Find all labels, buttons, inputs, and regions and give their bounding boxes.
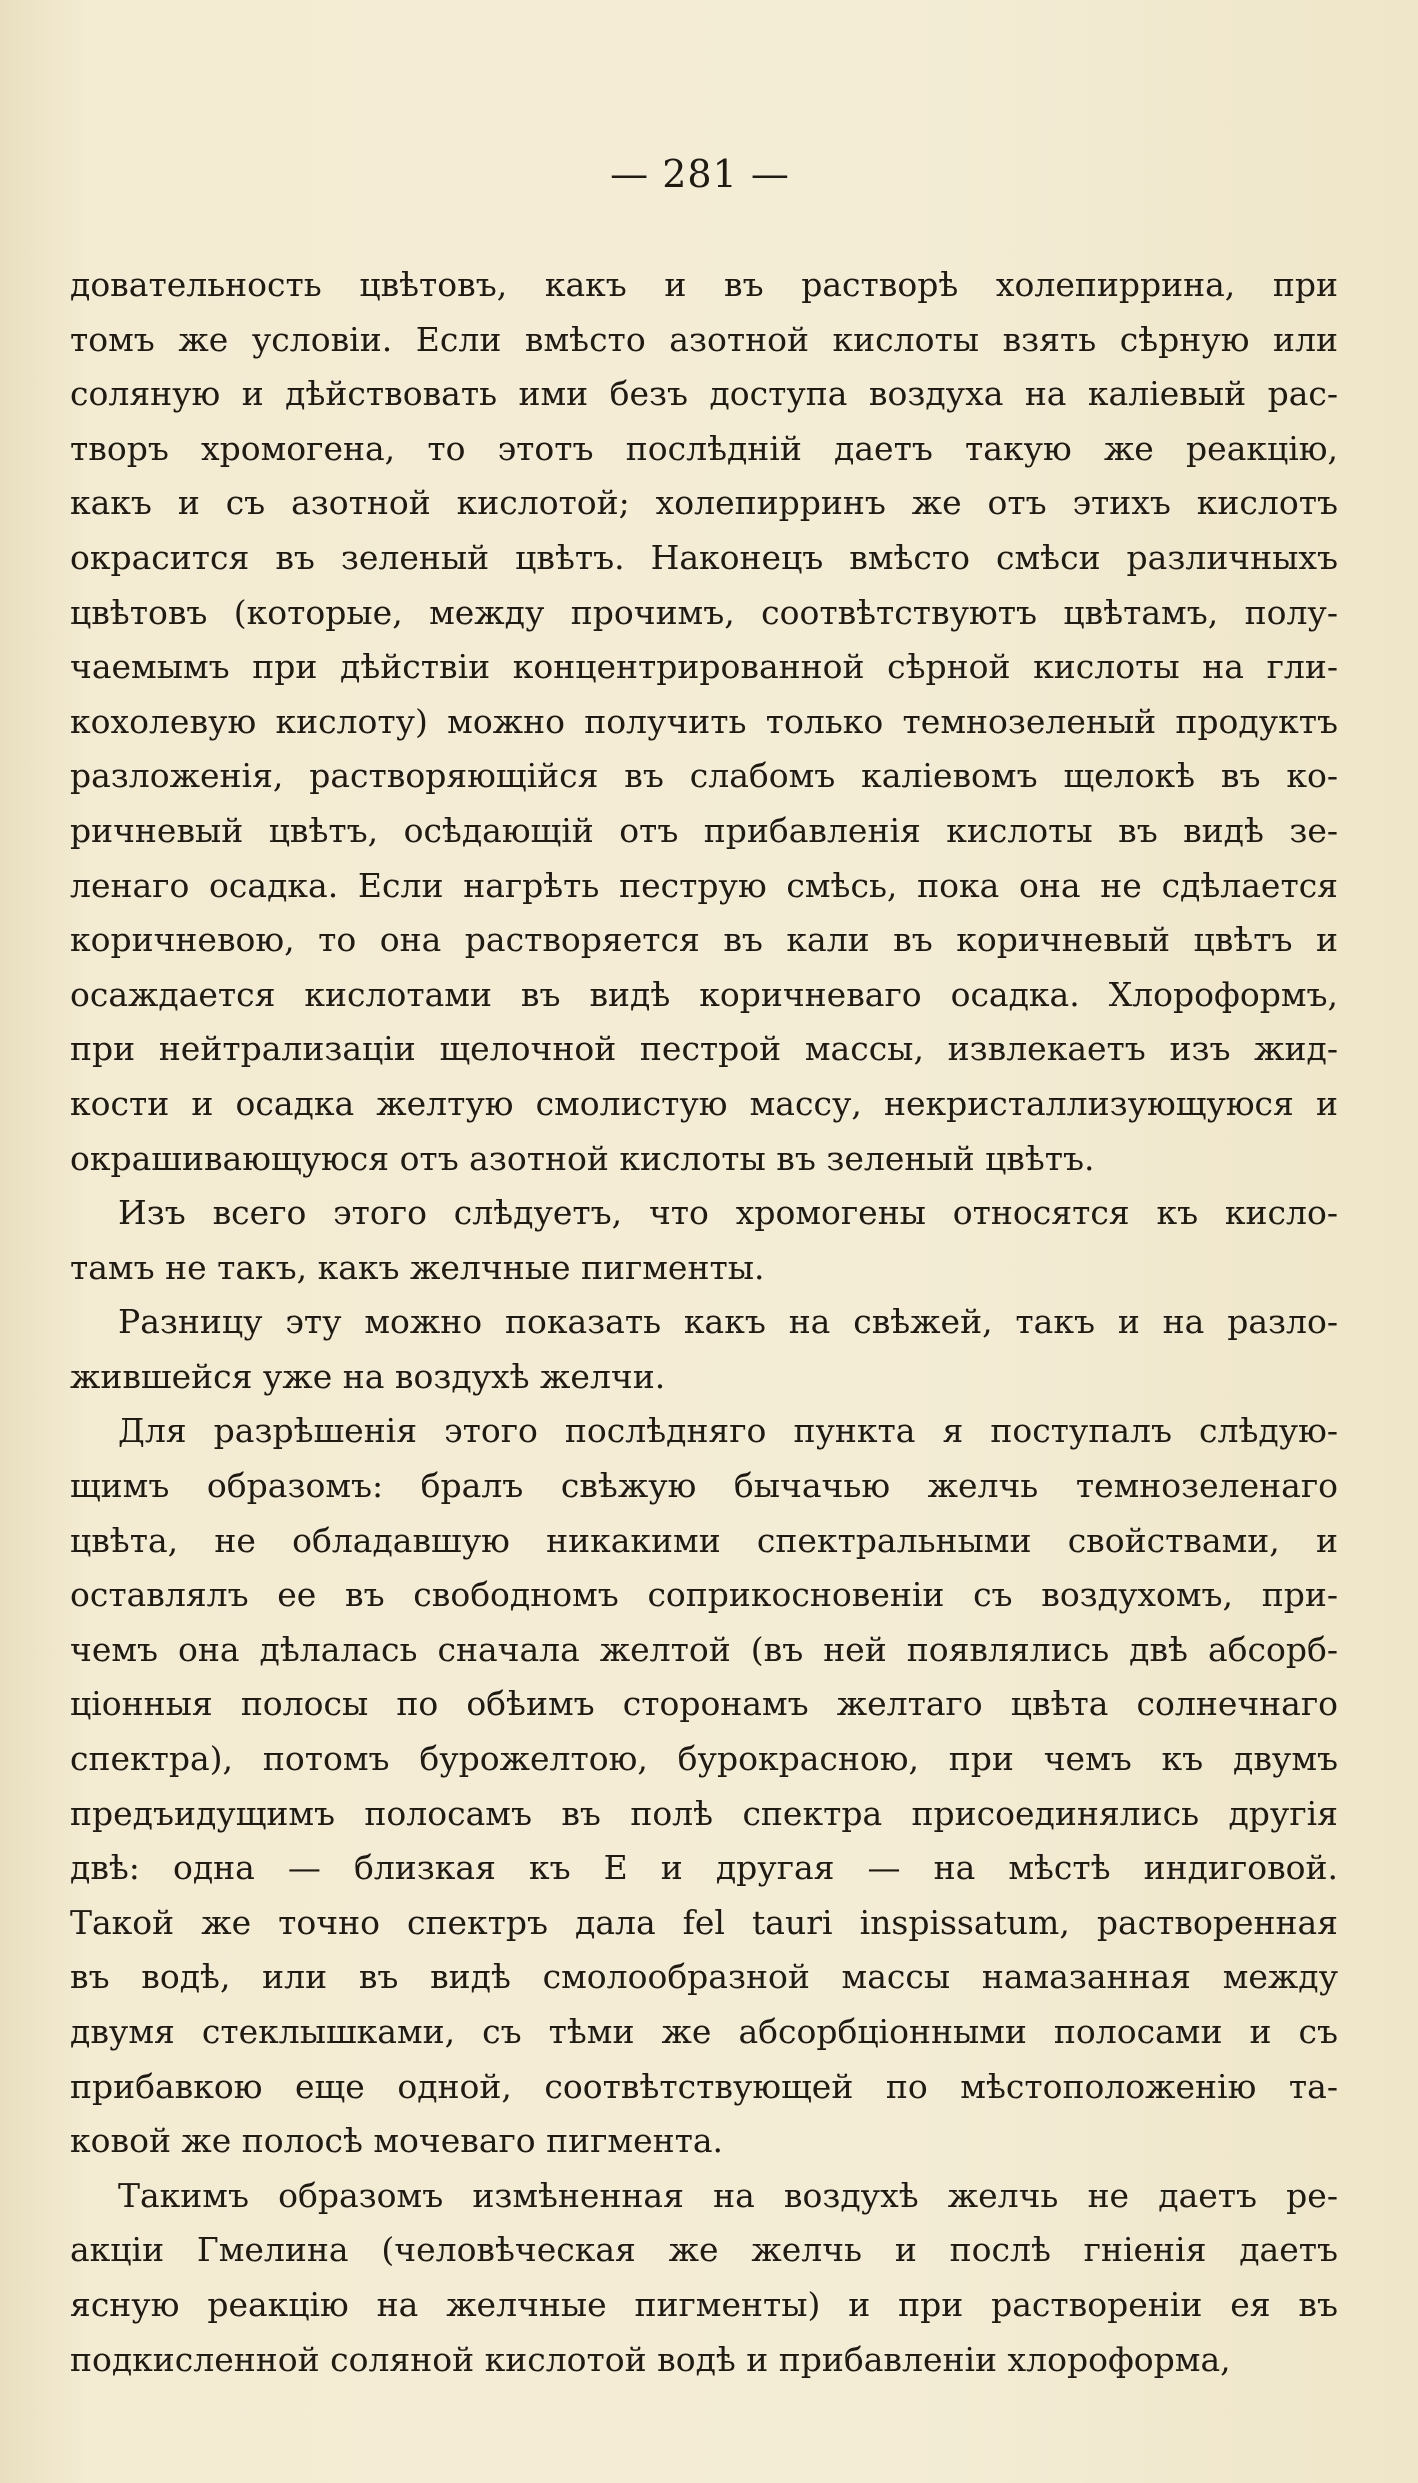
text-line: чаемымъ при дѣйствіи концентрированной сѣрной кислоты на гли- [70,647,1338,687]
text-line: коричневою, то она растворяется въ кали въ коричневый цвѣтъ и [70,920,1338,960]
paragraph [70,1404,1338,2168]
paragraph [70,258,1338,1186]
text-line: окрасится въ зеленый цвѣтъ. Наконецъ вмѣсто смѣси различныхъ [70,537,1338,577]
text-line: прибавкою еще одной, соотвѣтствующей по мѣстоположенію та- [70,2066,1338,2106]
text-line: при нейтрализаціи щелочной пестрой массы, извлекаетъ изъ жид- [70,1029,1338,1069]
text-line: ковой же полосѣ мочеваго пигмента. [70,2121,724,2161]
text-line: Изъ всего этого слѣдуетъ, что хромогены относятся къ кисло- [118,1193,1338,1233]
text-line: кохолевую кислоту) можно получить только темнозеленый продуктъ [70,701,1338,741]
text-line: оставлялъ ее въ свободномъ соприкосновеніи съ воздухомъ, при- [70,1575,1338,1615]
body-text [70,258,1338,2387]
text-line: какъ и съ азотной кислотой; холепирринъ же отъ этихъ кислотъ [70,483,1338,523]
text-line: кости и осадка желтую смолистую массу, некристаллизующуюся и [70,1083,1338,1123]
text-line: двумя стеклышками, съ тѣми же абсорбціонными полосами и съ [70,2012,1338,2051]
text-line: ясную реакцію на желчные пигменты) и при раствореніи ея въ [70,2284,1338,2324]
text-line: ціонныя полосы по обѣимъ сторонамъ желтаго цвѣта солнечнаго [70,1684,1338,1724]
text-line: спектра), потомъ бурожелтою, бурокрасною, при чемъ къ двумъ [70,1739,1338,1779]
text-line: тамъ не такъ, какъ желчные пигменты. [70,1247,765,1287]
paragraph [70,1186,1338,1295]
text-line: жившейся уже на воздухѣ желчи. [70,1356,666,1396]
text-line: ричневый цвѣтъ, осѣдающій отъ прибавленія кислоты въ видѣ зе- [70,810,1338,850]
text-line: разложенія, растворяющійся въ слабомъ каліевомъ щелокѣ въ ко- [70,756,1338,796]
text-line: ленаго осадка. Если нагрѣть пеструю смѣсь, пока она не сдѣлается [70,865,1338,905]
text-line: подкисленной соляной кислотой водѣ и прибавленіи хлороформа, [70,2339,1231,2379]
text-line: предъидущимъ полосамъ въ полѣ спектра присоединялись другія [70,1793,1338,1833]
text-line: соляную и дѣйствовать ими безъ доступа воздуха на каліевый рас- [70,374,1338,414]
text-line: щимъ образомъ: бралъ свѣжую бычачью желчь темнозеленаго [70,1466,1338,1506]
text-line: довательность цвѣтовъ, какъ и въ растворѣ холепиррина, при [70,265,1338,304]
text-line: окрашивающуюся отъ азотной кислоты въ зеленый цвѣтъ. [70,1138,1095,1178]
paragraph [70,2169,1338,2387]
text-line: цвѣтовъ (которые, между прочимъ, соотвѣтствуютъ цвѣтамъ, полу- [70,592,1338,632]
text-line: чемъ она дѣлалась сначала желтой (въ ней появлялись двѣ абсорб- [70,1629,1338,1669]
page-number: — 281 — [610,152,790,196]
text-line: Для разрѣшенія этого послѣдняго пункта я поступалъ слѣдую- [118,1411,1338,1451]
text-line: творъ хромогена, то этотъ послѣдній даетъ такую же реакцію, [70,428,1338,468]
text-line: Разницу эту можно показать какъ на свѣжей, такъ и на разло- [118,1302,1338,1342]
paragraph [70,1295,1338,1404]
text-line: Такимъ образомъ измѣненная на воздухѣ желчь не даетъ ре- [118,2175,1338,2215]
text-line: осаждается кислотами въ видѣ коричневаго осадка. Хлороформъ, [70,974,1338,1014]
text-line: въ водѣ, или въ видѣ смолообразной массы намазанная между [70,1957,1338,1997]
text-line: акціи Гмелина (человѣческая же желчь и послѣ гніенія даетъ [70,2230,1338,2270]
text-line: цвѣта, не обладавшую никакими спектральными свойствами, и [70,1520,1338,1560]
text-line: томъ же условіи. Если вмѣсто азотной кислоты взять сѣрную или [70,319,1338,359]
text-line: двѣ: одна — близкая къ E и другая — на мѣстѣ индиговой. [70,1848,1338,1888]
text-line: Такой же точно спектръ дала fel tauri inspissatum, растворенная [70,1902,1338,1942]
